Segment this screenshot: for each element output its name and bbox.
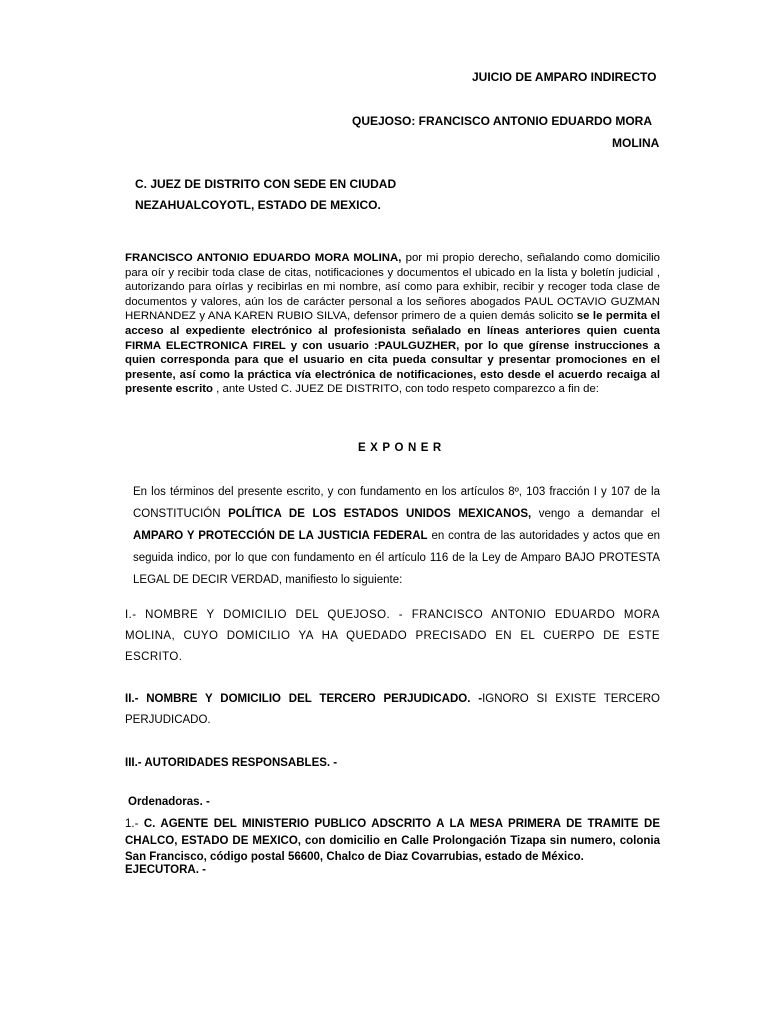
ordenadoras-heading: Ordenadoras. - xyxy=(128,796,210,808)
section-quejoso: I.- NOMBRE Y DOMICILIO DEL QUEJOSO. - FRANCISCO ANTONIO EDUARDO MORA MOLINA, CUYO DOMICILIO YA HA QUEDADO PRECISADO EN EL CUERPO DE ESTE ESCRITO. xyxy=(125,609,660,663)
section-tercero xyxy=(125,689,660,731)
quejoso-line-1: QUEJOSO: FRANCISCO ANTONIO EDUARDO MORA xyxy=(352,114,653,128)
access-request: se le permita el acceso al expediente electrónico al profesionista señalado en líneas anteriores quien cuenta FIRMA ELECTRONICA FIREL y con usuario :PAULGUZHER, por lo que gírense instrucciones a quien corresponda para que el usuario en cita pueda consultar y presentar promociones en el presente, así como la práctica vía electrónica de notificaciones, esto desde el acuerdo recaiga al presente escrito xyxy=(125,310,661,396)
quejoso-line-2: MOLINA xyxy=(612,136,660,150)
terms-text-3: en contra de las autoridades y actos que en seguida indico, por lo que con fundamento en él artículo 116 de la Ley de Amparo BAJO PROTESTA LEGAL DE DECIR VERDAD, manifiesto lo siguiente: xyxy=(133,530,660,586)
ordenadora-item xyxy=(125,816,660,866)
ordenadora-text: C. AGENTE DEL MINISTERIO PUBLICO ADSCRITO A LA MESA PRIMERA DE TRAMITE DE CHALCO, ESTADO DE MEXICO, con domicilio en Calle Prolongación Tizapa sin numero, colonia San Francisco, código postal 56600, Chalco de Diaz Covarrubias, estado de México. xyxy=(125,818,660,863)
amparo-phrase: AMPARO Y PROTECCIÓN DE LA JUSTICIA FEDERAL xyxy=(133,530,428,542)
intro-paragraph xyxy=(125,251,660,397)
intro-text-1: por mi propio derecho, señalando como domicilio para oír y recibir toda clase de citas, notificaciones y documentos el ubicado en la lista y boletín judicial , autorizando para oírlas y recibirlas en mi nombre, así como para exhibir, recibir y recoger toda clase de documentos y valores, aún los de carácter personal a los señores abogados PAUL OCTAVIO GUZMAN HERNANDEZ y ANA KAREN RUBIO SILVA, defensor primero de a quien demás solicito xyxy=(125,252,660,323)
ordenadora-number: 1.- xyxy=(125,818,144,830)
section-autoridades: III.- AUTORIDADES RESPONSABLES. - xyxy=(125,757,338,769)
terms-text-1: En los términos del presente escrito, y con fundamento en los artículos 8º, 103 fracción I y 107 de la CONSTITUCIÓN xyxy=(133,486,660,520)
expose-heading: EXPONER xyxy=(358,442,446,454)
case-title: JUICIO DE AMPARO INDIRECTO xyxy=(472,70,657,84)
legal-basis-paragraph xyxy=(133,481,660,591)
section-tercero-text: IGNORO SI EXISTE TERCERO PERJUDICADO. xyxy=(125,693,660,726)
section-tercero-heading: II.- NOMBRE Y DOMICILIO DEL TERCERO PERJUDICADO. - xyxy=(125,693,483,705)
addressee-line-1: C. JUEZ DE DISTRITO CON SEDE EN CIUDAD xyxy=(135,177,397,191)
intro-text-2: , ante Usted C. JUEZ DE DISTRITO, con todo respeto comparezco a fin de: xyxy=(213,383,599,396)
addressee-line-2: NEZAHUALCOYOTL, ESTADO DE MEXICO. xyxy=(135,198,381,212)
constitution-name: POLÍTICA DE LOS ESTADOS UNIDOS MEXICANOS, xyxy=(228,508,532,520)
petitioner-name: FRANCISCO ANTONIO EDUARDO MORA MOLINA, xyxy=(125,252,402,264)
terms-text-2: vengo a demandar el xyxy=(531,508,660,520)
ejecutora-heading: EJECUTORA. - xyxy=(125,864,206,876)
